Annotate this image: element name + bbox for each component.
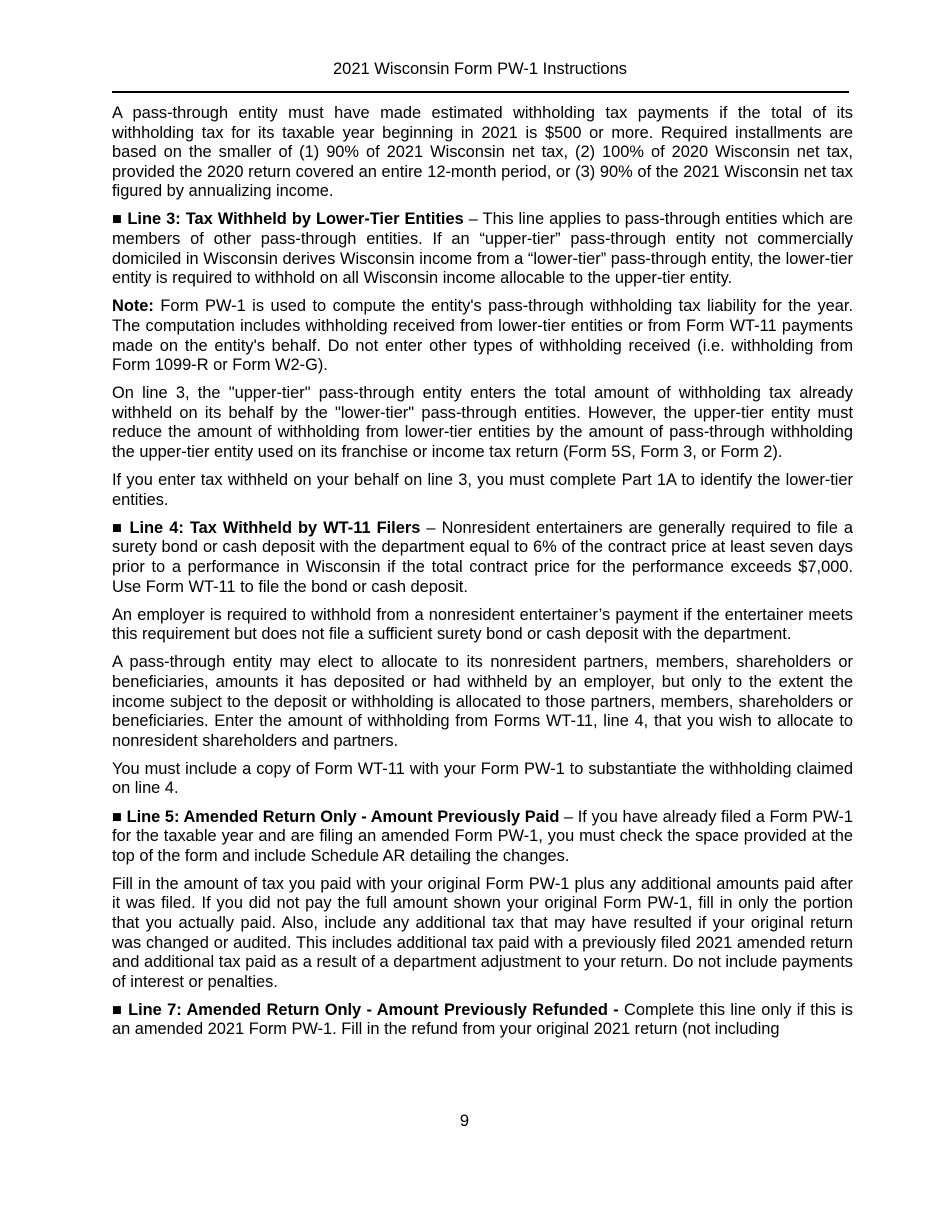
note-text: Form PW-1 is used to compute the entity's pass-through withholding tax liability for the year. The computation includes withholding received from lower-tier entities or from Form WT-11 payments made on the entity's behalf. Do not enter other types of withholding received (i.e. withholding from Form 1099-R or Form W2-G). bbox=[112, 297, 853, 375]
line-4-heading: ■ Line 4: Tax Withheld by WT-11 Filers bbox=[112, 518, 421, 537]
page-header-title: 2021 Wisconsin Form PW-1 Instructions bbox=[332, 60, 628, 78]
paragraph-copy-wt11: You must include a copy of Form WT-11 with your Form PW-1 to substantiate the withholding claimed on line 4. bbox=[112, 759, 853, 798]
line-3-heading: ■ Line 3: Tax Withheld by Lower-Tier Entities bbox=[112, 210, 464, 229]
line-4-text: – Nonresident entertainers are generally required to file a surety bond or cash deposit with the department equal to 6% of the contract price at least seven days prior to a performance in Wisconsin if the total contract price for the performance exceeds $7,000. Use Form WT-11 to file the bond or cash deposit. bbox=[112, 518, 853, 596]
paragraph-line-5 bbox=[112, 808, 853, 867]
paragraph-note bbox=[112, 297, 853, 375]
line-5-heading: ■ Line 5: Amended Return Only - Amount Previously Paid bbox=[112, 807, 560, 826]
page-number: 9 bbox=[459, 1112, 470, 1130]
document-body bbox=[112, 104, 853, 1049]
line-5-text: – If you have already filed a Form PW-1 for the taxable year and are filing an amended Form PW-1, you must check the space provided at the top of the form and include Schedule AR detailing the changes. bbox=[112, 807, 853, 865]
line-7-text: Complete this line only if this is an amended 2021 Form PW-1. Fill in the refund from your original 2021 return (not including bbox=[112, 1000, 853, 1039]
paragraph-upper-tier: On line 3, the "upper-tier" pass-through entity enters the total amount of withholding tax already withheld on its behalf by the "lower-tier" pass-through entities. However, the upper-tier entity must reduce the amount of withholding from lower-tier entities by the amount of pass-through withholding the upper-tier entity used on its franchise or income tax return (Form 5S, Form 3, or Form 2). bbox=[112, 384, 853, 461]
paragraph-fill-amount: Fill in the amount of tax you paid with your original Form PW-1 plus any additional amounts paid after it was filed. If you did not pay the full amount shown your original Form PW-1, fill in only the portion that you actually paid. Also, include any additional tax that may have resulted if your original return was changed or audited. This includes additional tax paid with a previously filed 2021 amended return and additional tax paid as a result of a department adjustment to your return. Do not include payments of interest or penalties. bbox=[112, 874, 853, 991]
paragraph-part-1a: If you enter tax withheld on your behalf on line 3, you must complete Part 1A to identify the lower-tier entities. bbox=[112, 471, 853, 509]
header-rule bbox=[112, 91, 849, 93]
line-7-heading: ■ Line 7: Amended Return Only - Amount Previously Refunded - bbox=[112, 1000, 619, 1019]
note-label: Note: bbox=[112, 297, 154, 316]
paragraph-employer: An employer is required to withhold from a nonresident entertainer’s payment if the entertainer meets this requirement but does not file a sufficient surety bond or cash deposit with the department. bbox=[112, 605, 853, 644]
paragraph-line-4 bbox=[112, 519, 853, 597]
paragraph-elect-allocate: A pass-through entity may elect to allocate to its nonresident partners, members, shareholders or beneficiaries, amounts it has deposited or had withheld by an employer, but only to the extent the income subject to the deposit or withholding is allocated to those partners, members, shareholders or beneficiaries. Enter the amount of withholding from Forms WT-11, line 4, that you wish to allocate to nonresident shareholders and partners. bbox=[112, 653, 853, 750]
paragraph-estimated-payments: A pass-through entity must have made estimated withholding tax payments if the total of its withholding tax for its taxable year beginning in 2021 is $500 or more. Required installments are based on the smaller of (1) 90% of 2021 Wisconsin net tax, (2) 100% of 2020 Wisconsin net tax, provided the 2020 return covered an entire 12-month period, or (3) 90% of the 2021 Wisconsin net tax figured by annualizing income. bbox=[112, 104, 853, 201]
paragraph-line-3 bbox=[112, 210, 853, 288]
paragraph-line-7 bbox=[112, 1001, 853, 1040]
line-3-text: – This line applies to pass-through entities which are members of other pass-through entities. If an “upper-tier” pass-through entity not commercially domiciled in Wisconsin derives Wisconsin income from a “lower-tier” pass-through entity, the lower-tier entity is required to withhold on all Wisconsin income allocable to the upper-tier entity. bbox=[112, 210, 853, 288]
